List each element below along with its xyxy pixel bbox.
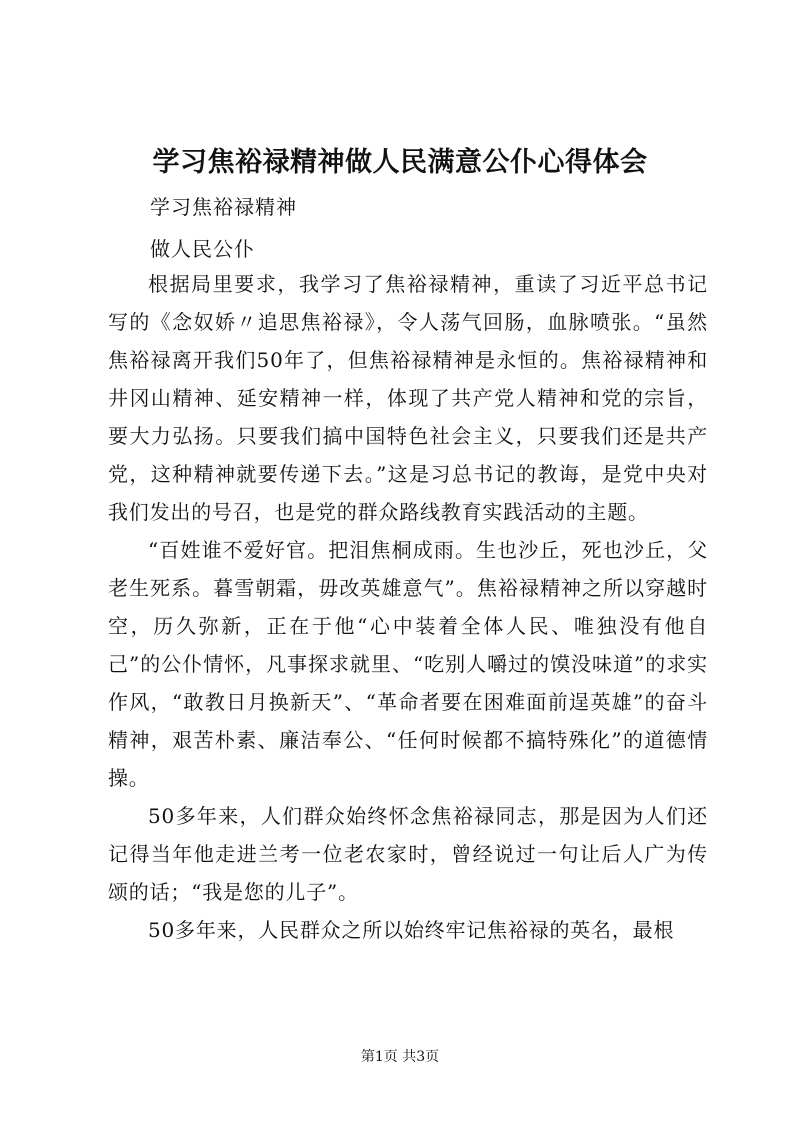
paragraph-2: “百姓谁不爱好官。把泪焦桐成雨。生也沙丘，死也沙丘，父老生死系。暮雪朝霜，毋改英雄意气”。焦裕禄精神之所以穿越时空，历久弥新，正在于他“心中装着全体人民、唯独没有他自己”的公仆情怀，凡事探求就里、“吃别人嚼过的馍没味道”的求实作风，“敢教日月换新天”、“革命者要在困难面前逞英雄”的奋斗精神，艰苦朴素、廉洁奉公、“任何时候都不搞特殊化”的道德情操。 — [108, 538, 708, 790]
subheading-study-spirit: 学习焦裕禄精神 — [150, 195, 297, 219]
subheading-be-public-servant: 做人民公仆 — [150, 237, 255, 261]
paragraph-3: 50多年来，人们群众始终怀念焦裕禄同志，那是因为人们还记得当年他走进兰考一位老农家时，曾经说过一句让后人广为传颂的话；“我是您的儿子”。 — [108, 804, 708, 904]
document-body — [108, 265, 708, 949]
document-title: 学习焦裕禄精神做人民满意公仆心得体会 — [152, 147, 648, 178]
paragraph-1: 根据局里要求，我学习了焦裕禄精神，重读了习近平总书记写的《念奴娇〃追思焦裕禄》，令人荡气回肠，血脉喷张。“虽然焦裕禄离开我们50年了，但焦裕禄精神是永恒的。焦裕禄精神和井冈山精神、延安精神一样，体现了共产党人精神和党的宗旨，要大力弘扬。只要我们搞中国特色社会主义，只要我们还是共产党，这种精神就要传递下去。”这是习总书记的教诲，是党中央对我们发出的号召，也是党的群众路线教育实践活动的主题。 — [108, 272, 708, 524]
page-number-footer: 第1页 共3页 — [360, 1049, 440, 1065]
paragraph-4: 50多年来，人民群众之所以始终牢记焦裕禄的英名，最根 — [148, 918, 675, 942]
